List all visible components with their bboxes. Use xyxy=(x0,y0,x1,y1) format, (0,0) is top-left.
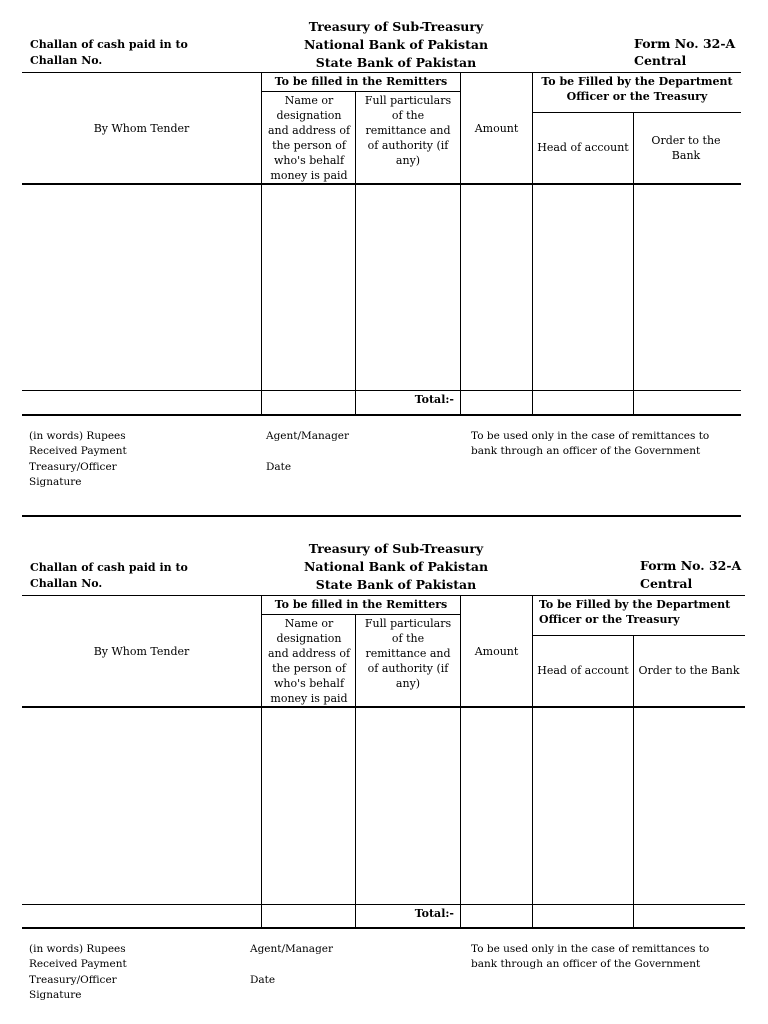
department-group-header: To be Filled by the Department Officer or the Treasury xyxy=(539,598,731,626)
form-number: Form No. 32-A xyxy=(640,558,742,573)
agent-manager-label: Agent/Manager xyxy=(266,430,350,442)
name-designation-header: Name or designation and address of the person of who's behalf money is paid xyxy=(267,617,351,705)
in-words-rupees-label: (in words) Rupees xyxy=(29,943,126,955)
government-officer-note: To be used only in the case of remittances to bank through an officer of the Government xyxy=(471,430,710,457)
by-whom-tender-header: By Whom Tender xyxy=(93,122,190,135)
form-number: Form No. 32-A xyxy=(634,36,736,51)
total-label: Total:- xyxy=(414,907,454,920)
org-line-2: National Bank of Pakistan xyxy=(303,559,489,574)
head-of-account-header: Head of account xyxy=(537,141,629,154)
total-label: Total:- xyxy=(414,393,454,406)
by-whom-tender-header: By Whom Tender xyxy=(93,645,190,658)
date-label: Date xyxy=(266,461,292,473)
org-line-3: State Bank of Pakistan xyxy=(315,577,477,592)
received-payment-label: Received Payment xyxy=(29,958,127,970)
department-group-header: To be Filled by the Department Officer or the Treasury xyxy=(541,75,733,103)
org-line-2: National Bank of Pakistan xyxy=(303,37,489,52)
agent-manager-label: Agent/Manager xyxy=(250,943,334,955)
org-line-3: State Bank of Pakistan xyxy=(315,55,477,70)
order-to-bank-header: Order to the Bank xyxy=(651,134,721,162)
order-to-bank-header: Order to the Bank xyxy=(638,664,740,677)
challan-no-label: Challan No. xyxy=(30,577,103,590)
challan-paid-in-label: Challan of cash paid in to xyxy=(30,38,188,51)
head-of-account-header: Head of account xyxy=(537,664,629,677)
government-officer-note: To be used only in the case of remittances to bank through an officer of the Government xyxy=(471,943,710,970)
org-line-1: Treasury of Sub-Treasury xyxy=(308,541,484,556)
signature-label: Signature xyxy=(29,476,82,488)
challan-no-label: Challan No. xyxy=(30,54,103,67)
particulars-header: Full particulars of the remittance and of authority (if any) xyxy=(364,617,452,690)
date-label: Date xyxy=(250,974,276,986)
challan-paid-in-label: Challan of cash paid in to xyxy=(30,561,188,574)
amount-header: Amount xyxy=(474,645,519,658)
particulars-header: Full particulars of the remittance and of authority (if any) xyxy=(364,94,452,167)
remitters-group-header: To be filled in the Remitters xyxy=(274,598,448,611)
treasury-officer-label: Treasury/Officer xyxy=(29,461,117,473)
amount-header: Amount xyxy=(474,122,519,135)
remitters-group-header: To be filled in the Remitters xyxy=(274,75,448,88)
in-words-rupees-label: (in words) Rupees xyxy=(29,430,126,442)
form-type: Central xyxy=(640,576,693,591)
org-line-1: Treasury of Sub-Treasury xyxy=(308,19,484,34)
received-payment-label: Received Payment xyxy=(29,445,127,457)
signature-label: Signature xyxy=(29,989,82,1001)
name-designation-header: Name or designation and address of the person of who's behalf money is paid xyxy=(267,94,351,182)
form-type: Central xyxy=(634,53,687,68)
treasury-officer-label: Treasury/Officer xyxy=(29,974,117,986)
